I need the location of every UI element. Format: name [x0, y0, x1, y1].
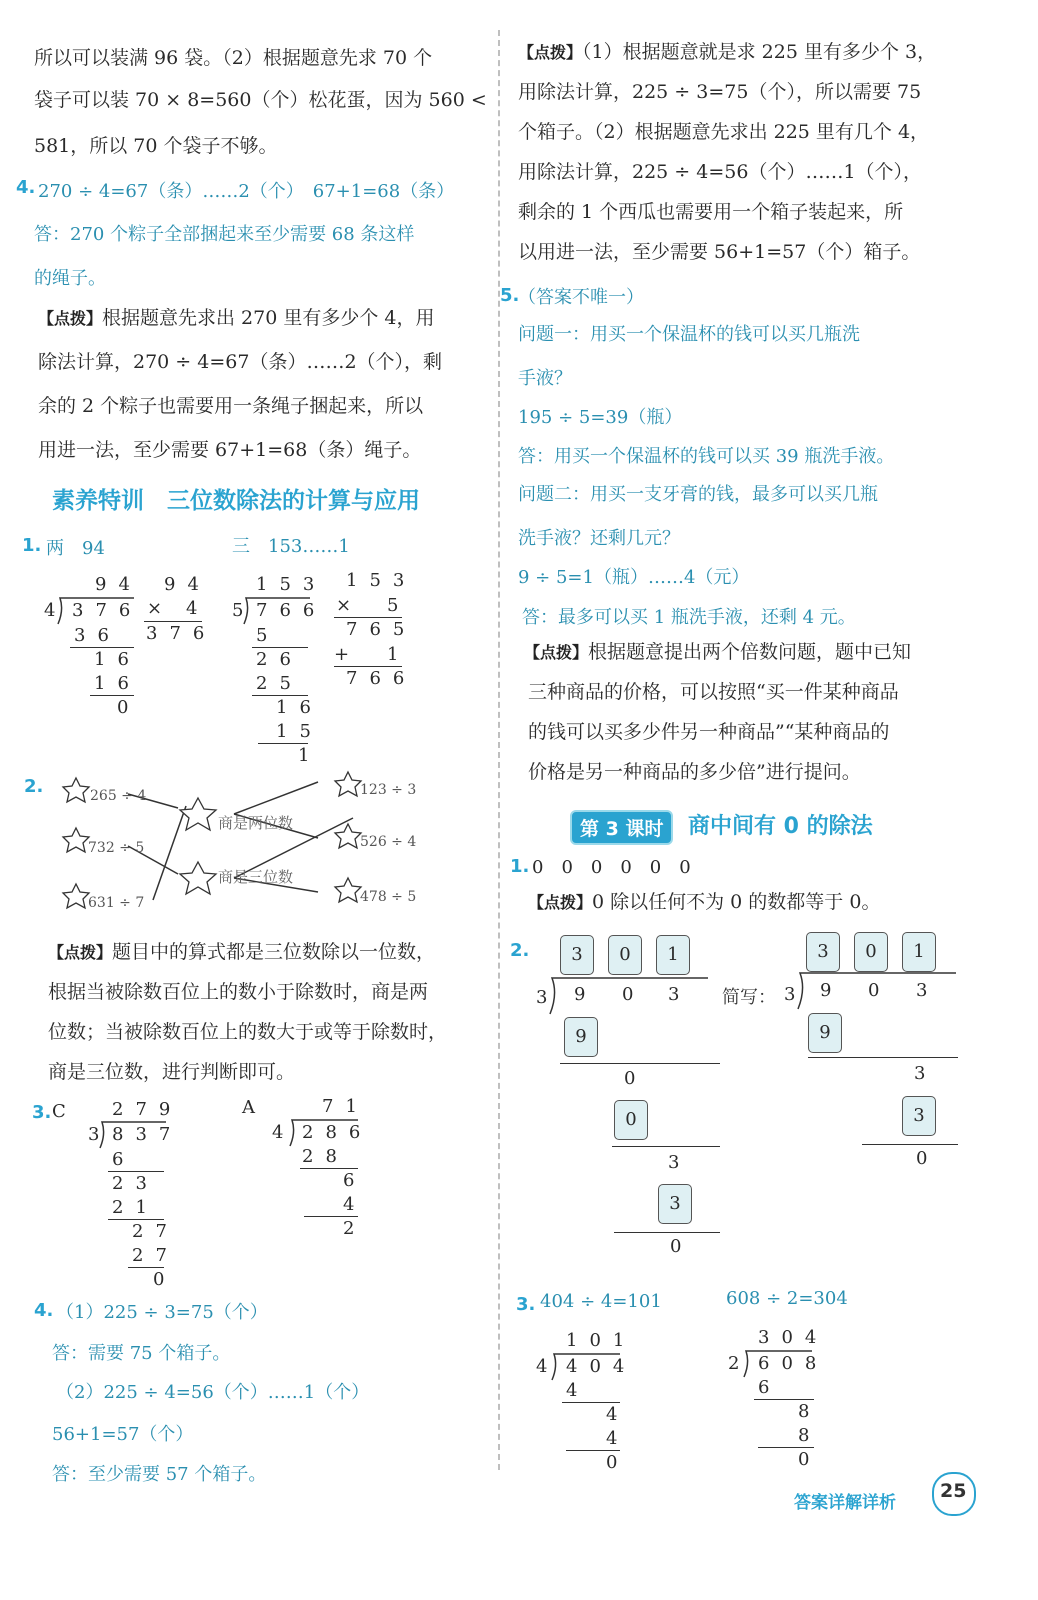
question-number: 3.: [516, 1294, 536, 1315]
shorthand-label: 简写：: [722, 987, 776, 1008]
answer-line: 404 ÷ 4=101: [540, 1291, 662, 1312]
answer-line: 608 ÷ 2=304: [726, 1288, 848, 1309]
tip-line: 的钱可以买多少件另一种商品”“某种商品的: [528, 721, 890, 743]
expression: 732 ÷ 5: [88, 840, 145, 856]
tip-paragraph: 【点拨】题目中的算式都是三位数除以一位数，: [48, 941, 436, 963]
category-label: 商是两位数: [218, 814, 294, 832]
question-number: 4.: [34, 1300, 54, 1321]
answer-line: 问题一：用买一个保温杯的钱可以买几瓶洗: [518, 324, 860, 345]
answer-line: 问题二：用买一支牙膏的钱，最多可以买几瓶: [518, 484, 878, 505]
answer-line: 答：至少需要 57 个箱子。: [52, 1464, 267, 1485]
question-number: 4.: [16, 177, 36, 198]
tip-line: 根据当被除数百位上的数小于除数时，商是两: [48, 981, 429, 1003]
answer-line: 0 0 0 0 0 0: [532, 857, 691, 878]
answer-note: （答案不唯一）: [518, 287, 644, 308]
expression: 526 ÷ 4: [360, 834, 417, 850]
answer-line: （1）225 ÷ 3=75（个）: [56, 1302, 268, 1323]
page-number: 25: [940, 1480, 967, 1502]
answer-value: 两 94: [46, 538, 105, 559]
tip-paragraph: 【点拨】（1）根据题意就是求 225 里有多少个 3，: [518, 41, 937, 63]
tip-line: 用除法计算，225 ÷ 3=75（个），所以需要 75: [518, 81, 922, 103]
tip-paragraph: 【点拨】根据题意提出两个倍数问题，题中已知: [524, 641, 912, 663]
answer-line: 9 ÷ 5=1（瓶）……4（元）: [518, 567, 750, 588]
lesson-title: 商中间有 0 的除法: [688, 814, 873, 839]
tip-paragraph: 【点拨】0 除以任何不为 0 的数都等于 0。: [528, 891, 881, 913]
tip-line: 除法计算，270 ÷ 4=67（条）……2（个），剩: [38, 351, 443, 373]
tip-line: 余的 2 个粽子也需要用一条绳子捆起来，所以: [38, 395, 424, 417]
footer-label: 答案详解详析: [794, 1493, 896, 1513]
tip-tag: 【点拨】: [38, 309, 103, 328]
paragraph-line: 袋子可以装 70 × 8=560（个）松花蛋，因为 560 <: [34, 89, 487, 111]
answer-choice: C: [52, 1101, 66, 1122]
tip-tag: 【点拨】: [518, 43, 583, 62]
answer-line: 195 ÷ 5=39（瓶）: [518, 407, 683, 428]
expression: 265 ÷ 4: [90, 788, 147, 804]
paragraph-line: 所以可以装满 96 袋。（2）根据题意先求 70 个: [34, 47, 433, 69]
answer-choice: A: [242, 1097, 255, 1118]
question-number: 3.: [32, 1102, 52, 1123]
expression: 123 ÷ 3: [360, 782, 417, 798]
paragraph-line: 581，所以 70 个袋子不够。: [34, 135, 278, 157]
column-divider: [498, 30, 500, 1470]
answer-line: （2）225 ÷ 4=56（个）……1（个）: [56, 1382, 370, 1403]
tip-line: 个箱子。（2）根据题意先求出 225 里有几个 4，: [518, 121, 930, 143]
answer-value: 三 153……1: [232, 536, 350, 557]
answer-line: 答：最多可以买 1 瓶洗手液，还剩 4 元。: [522, 607, 856, 628]
question-number: 2.: [510, 940, 530, 961]
answer-line: 56+1=57（个）: [52, 1424, 194, 1445]
answer-line: 答：用买一个保温杯的钱可以买 39 瓶洗手液。: [518, 446, 895, 467]
tip-line: 剩余的 1 个西瓜也需要用一个箱子装起来，所: [518, 201, 904, 223]
tip-line: 价格是另一种商品的多少倍”进行提问。: [528, 761, 861, 783]
tip-line: 用除法计算，225 ÷ 4=56（个）……1（个），: [518, 161, 923, 183]
question-number: 5.: [500, 285, 520, 306]
tip-paragraph: 【点拨】根据题意先求出 270 里有多少个 4，用: [38, 307, 435, 329]
section-title: 素养特训 三位数除法的计算与应用: [52, 488, 420, 514]
answer-line: 的绳子。: [34, 268, 106, 289]
expression: 478 ÷ 5: [360, 889, 417, 905]
answer-line: 答：270 个粽子全部捆起来至少需要 68 条这样: [34, 224, 415, 245]
tip-line: 用进一法，至少需要 67+1=68（条）绳子。: [38, 439, 422, 461]
question-number: 2.: [24, 776, 44, 797]
question-number: 1.: [22, 535, 42, 556]
tip-line: 以用进一法，至少需要 56+1=57（个）箱子。: [518, 241, 921, 263]
tip-tag: 【点拨】: [524, 643, 589, 662]
answer-line: 洗手液？还剩几元？: [518, 528, 680, 549]
tip-line: 三种商品的价格，可以按照“买一件某种商品: [528, 681, 899, 703]
answer-line: 手液？: [518, 368, 572, 389]
expression: 631 ÷ 7: [88, 895, 145, 911]
lesson-badge: 第 3 课时: [570, 810, 673, 845]
tip-line: 商是三位数，进行判断即可。: [48, 1061, 296, 1083]
answer-line: 270 ÷ 4=67（条）……2（个） 67+1=68（条）: [38, 181, 455, 202]
tip-tag: 【点拨】: [48, 943, 113, 962]
answer-line: 答：需要 75 个箱子。: [52, 1343, 231, 1364]
tip-tag: 【点拨】: [528, 893, 593, 912]
question-number: 1.: [510, 856, 530, 877]
category-label: 商是三位数: [218, 868, 294, 886]
tip-line: 位数；当被除数百位上的数大于或等于除数时，: [48, 1021, 448, 1043]
